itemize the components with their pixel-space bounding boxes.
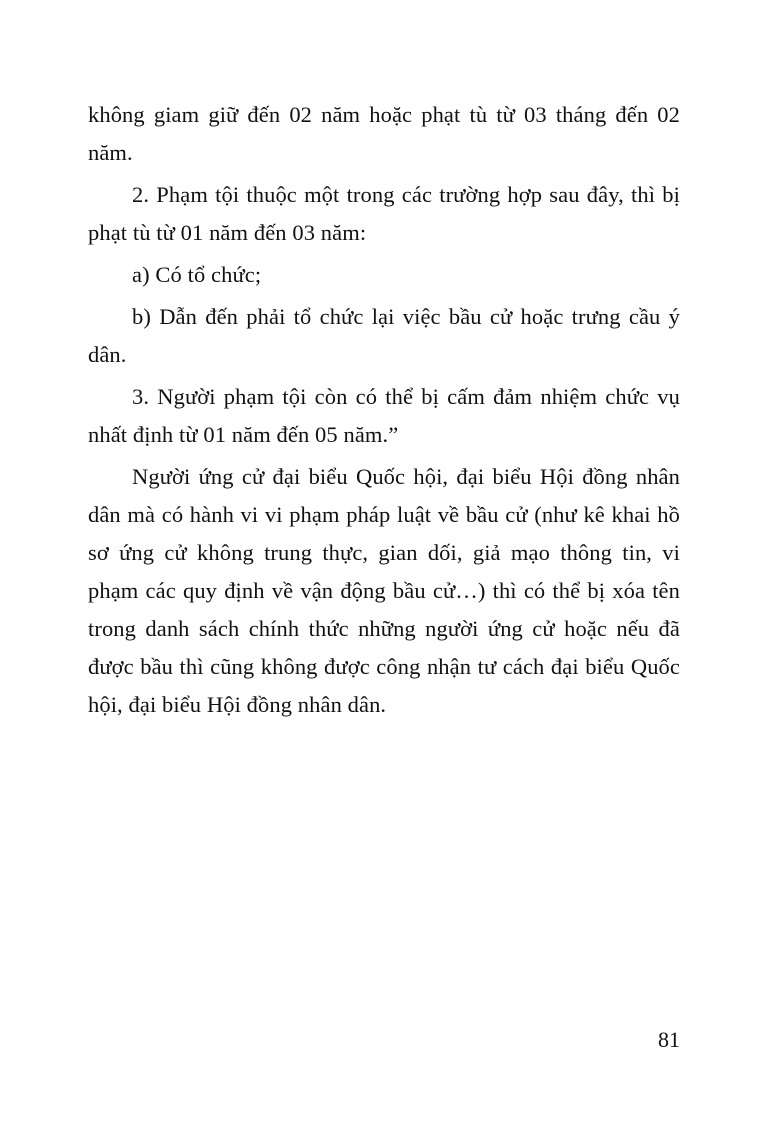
paragraph-2: 2. Phạm tội thuộc một trong các trường hợp sau đây, thì bị phạt tù từ 01 năm đến 03 năm: [88, 182, 680, 245]
page-body [88, 96, 680, 724]
paragraph-5: 3. Người phạm tội còn có thể bị cấm đảm nhiệm chức vụ nhất định từ 01 năm đến 05 năm.” [88, 384, 680, 447]
page-number: 81 [658, 1027, 680, 1052]
paragraph-1: không giam giữ đến 02 năm hoặc phạt tù từ 03 tháng đến 02 năm. [88, 102, 680, 165]
paragraph-4: b) Dẫn đến phải tổ chức lại việc bầu cử hoặc trưng cầu ý dân. [88, 304, 680, 367]
paragraph-6: Người ứng cử đại biểu Quốc hội, đại biểu Hội đồng nhân dân mà có hành vi vi phạm pháp luật về bầu cử (như kê khai hồ sơ ứng cử không trung thực, gian dối, giả mạo thông tin, vi phạm các quy định về vận động bầu cử…) thì có thể bị xóa tên trong danh sách chính thức những người ứng cử hoặc nếu đã được bầu thì cũng không được công nhận tư cách đại biểu Quốc hội, đại biểu Hội đồng nhân dân. [88, 464, 680, 717]
paragraph-3: a) Có tổ chức; [132, 262, 262, 287]
